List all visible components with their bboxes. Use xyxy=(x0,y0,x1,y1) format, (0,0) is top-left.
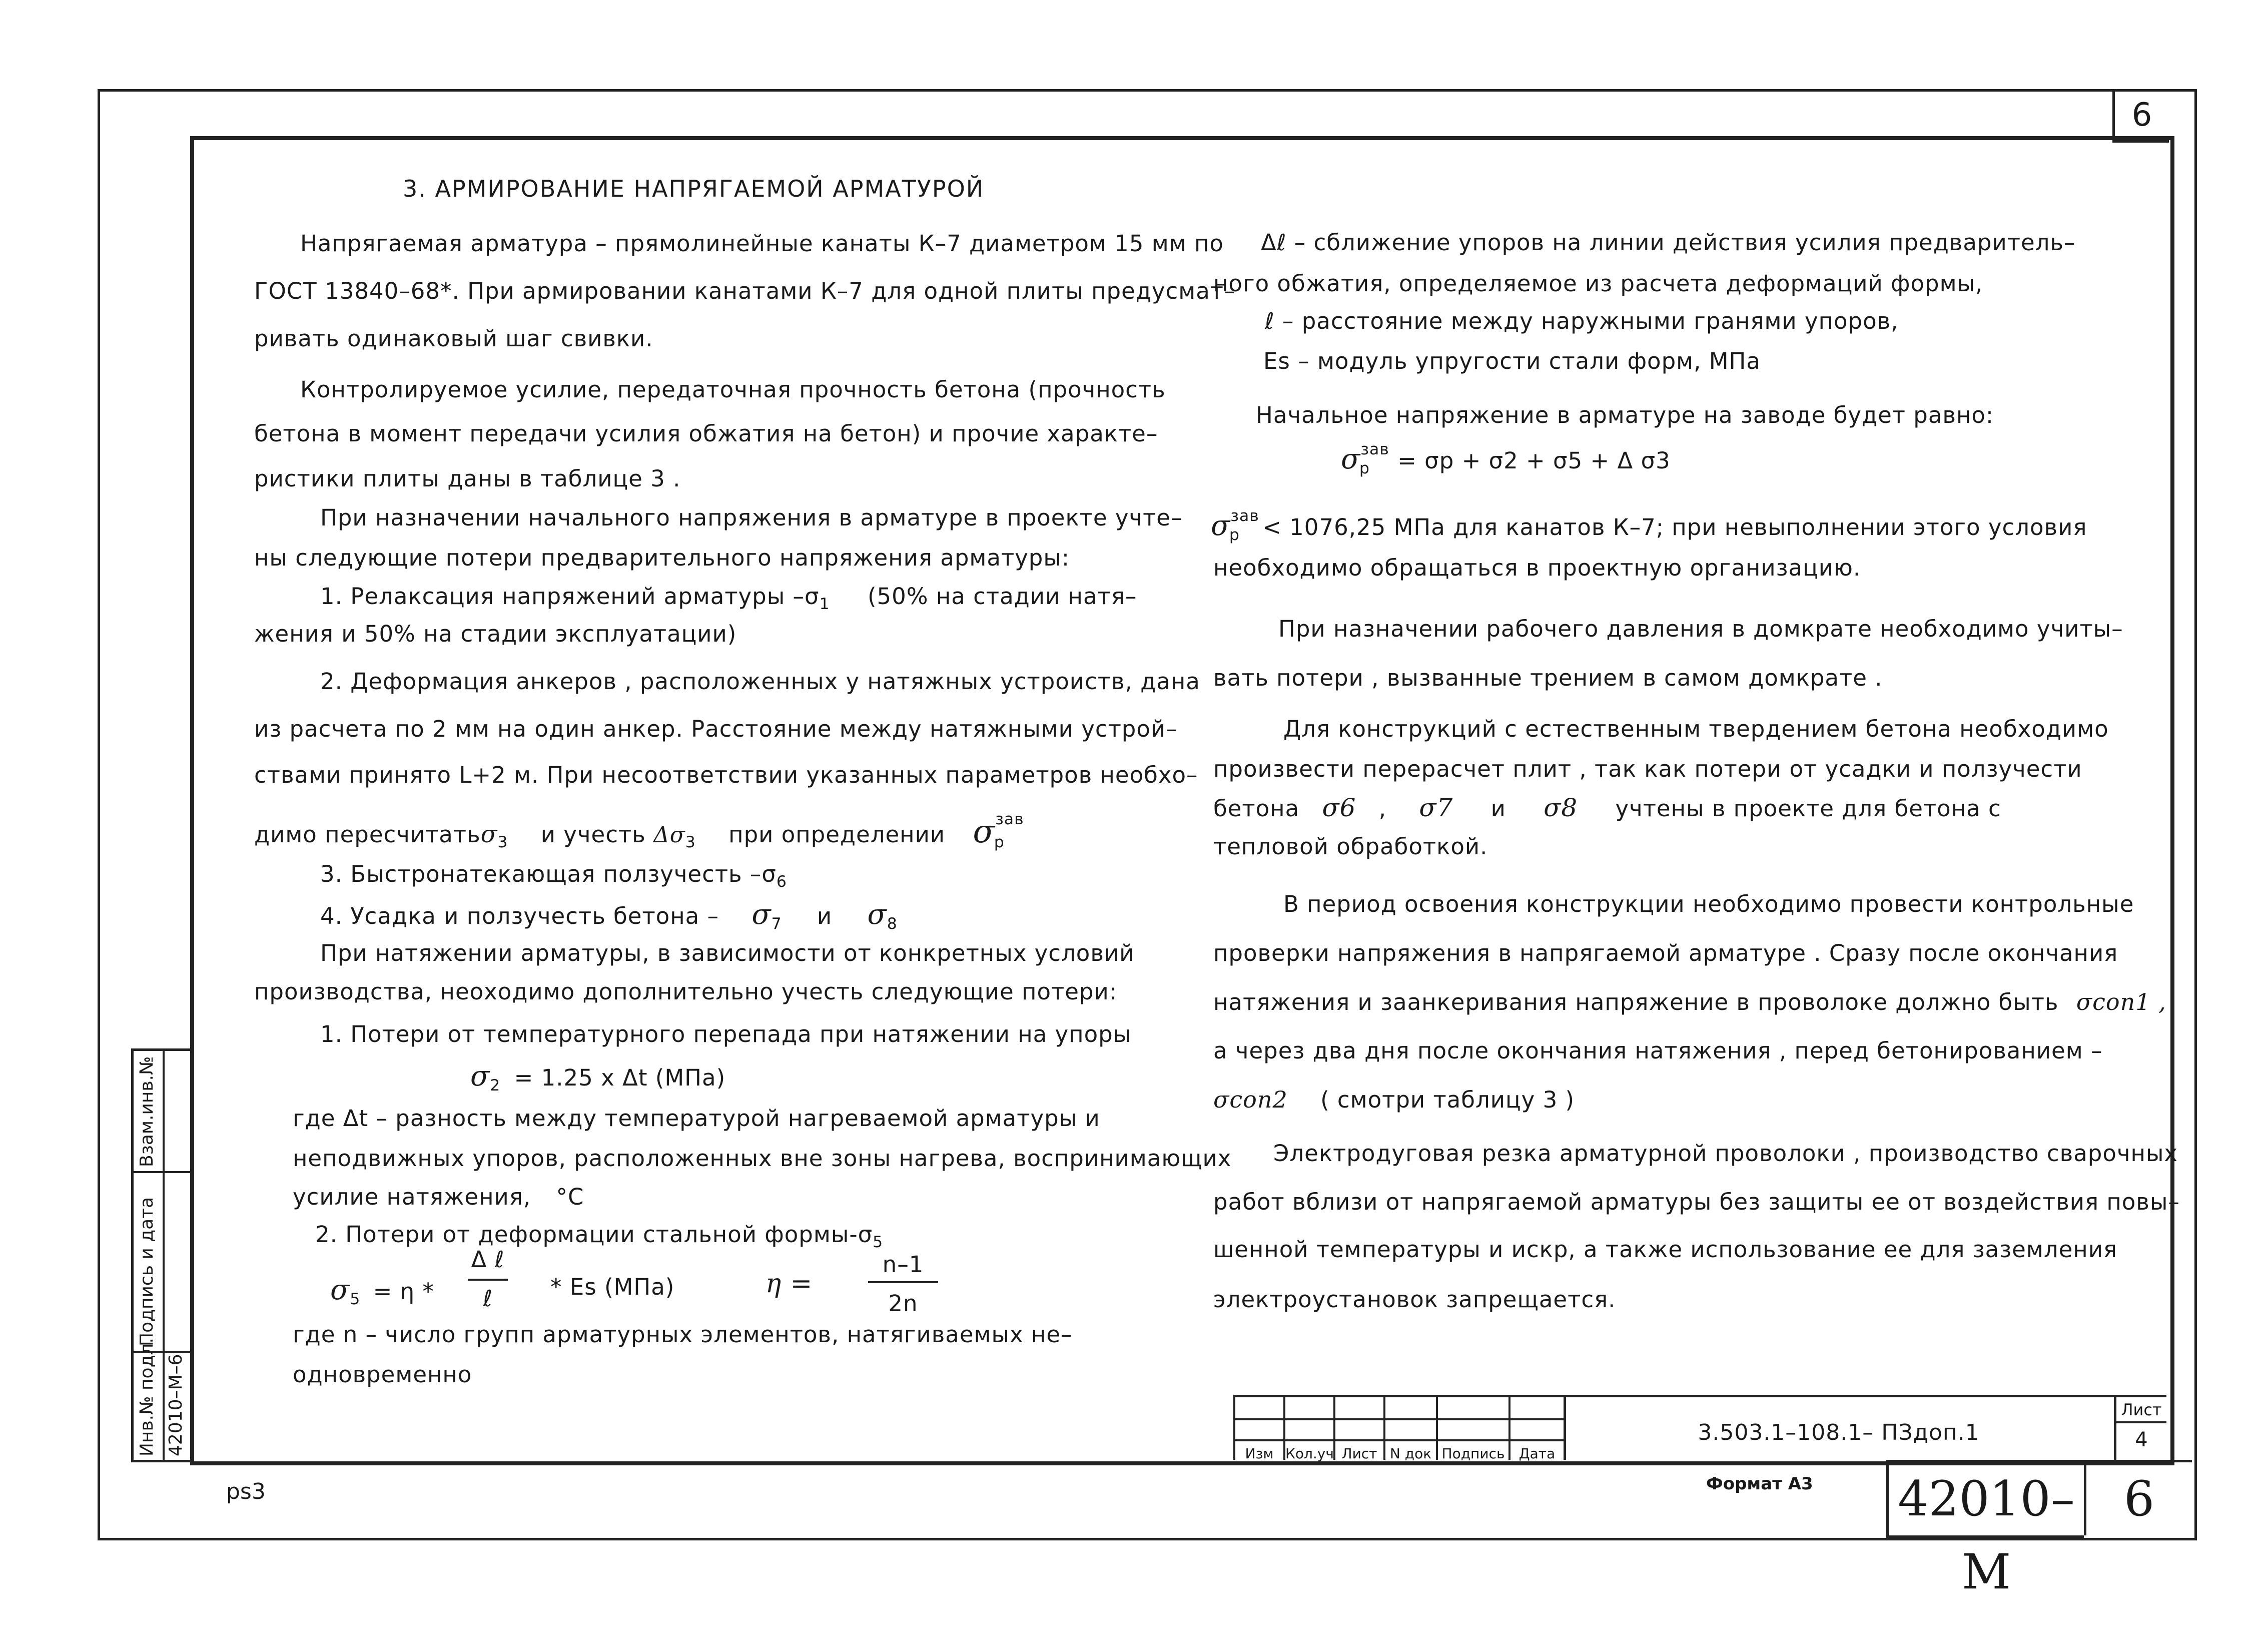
para4-line2: производства, неоходимо дополнительно учесть следующие потери: xyxy=(254,978,1117,1005)
loss1-title: 1. Потери от температурного перепада при натяжении на упоры xyxy=(320,1021,1132,1047)
para3-line2: ны следующие потери предварительного напряжения арматуры: xyxy=(254,545,1070,571)
condition-text: < 1076,25 МПа для канатов К–7; при невыполнении этого условия xyxy=(1262,514,2087,540)
para1-line1: Напрягаемая арматура – прямолинейные канаты К–7 диаметром 15 мм по xyxy=(300,230,1224,257)
loss2-text: 2. Потери от деформации стальной формы-σ xyxy=(315,1221,873,1248)
formula-fraction-bar xyxy=(468,1279,508,1281)
where1-unit: °С xyxy=(556,1184,584,1210)
dsigma3-symbol: Δσ xyxy=(653,822,685,848)
item4-sigma7: σ xyxy=(751,898,772,931)
item4-and: и xyxy=(817,903,833,929)
tb-doc-code: 3.503.1–108.1– ПЗдоп.1 xyxy=(1698,1420,1980,1445)
welding-para-line4: электроустановок запрещается. xyxy=(1213,1286,1616,1313)
jack-para-line2: вать потери , вызванные трением в самом домкрате . xyxy=(1213,665,1883,691)
control-para-line2: проверки напряжения в напрягаемой арматуре . Сразу после окончания xyxy=(1213,940,2118,966)
curing-sigma8: σ8 xyxy=(1544,793,1578,822)
item2-line3: ствами принято L+2 м. При несоответствии указанных параметров необхо– xyxy=(254,762,1198,788)
item2-l4a: димо пересчитать xyxy=(254,821,481,848)
formula-eta-bar xyxy=(868,1281,938,1283)
control-para-line1: В период освоения конструкции необходимо провести контрольные xyxy=(1283,891,2134,917)
control-para-line4: а через два дня после окончания натяжения , перед бетонированием – xyxy=(1213,1037,2103,1064)
formula-sigma2-symbol: σ xyxy=(470,1060,490,1093)
control-scon2: σcon2 xyxy=(1213,1086,1288,1113)
tb-label-list: Лист xyxy=(1341,1445,1377,1462)
formula-sigma-zav-sup: зав xyxy=(1360,440,1389,458)
welding-para-line1: Электродуговая резка арматурной проволоки , производство сварочных xyxy=(1273,1140,2178,1167)
tb-label-ndok: N док xyxy=(1389,1445,1432,1462)
item1-line2: жения и 50% на стадии эксплуатации) xyxy=(254,621,737,647)
where2-line2: одновременно xyxy=(293,1361,472,1388)
control-l5-text: ( смотри таблицу 3 ) xyxy=(1320,1087,1575,1113)
item3 xyxy=(320,861,787,891)
footer-ps: ps3 xyxy=(226,1479,266,1504)
where2-line1: где n – число групп арматурных элементов, натягиваемых не– xyxy=(293,1321,1073,1348)
sigma-zav-symbol: σ xyxy=(973,813,996,850)
formula-sigma2-rest: = 1.25 x Δt (МПа) xyxy=(514,1064,726,1091)
tb-label-kolich: Кол.уч xyxy=(1285,1445,1334,1462)
where1-l3-text: усилие натяжения, xyxy=(293,1184,531,1210)
formula-fraction-den: ℓ xyxy=(483,1285,493,1312)
side-vzam: Взам.инв.№ xyxy=(137,1056,157,1167)
curing-l3-a: бетона xyxy=(1213,795,1300,822)
sigma-zav-sub: р xyxy=(994,833,1005,851)
item4-sub7: 7 xyxy=(771,915,782,933)
side-inv-podl: Инв.№ подл. xyxy=(137,1338,157,1456)
curing-para-line4: тепловой обработкой. xyxy=(1213,833,1488,860)
para2-line2: бетона в момент передачи усилия обжатия на бетон) и прочие характе– xyxy=(254,420,1158,447)
footer-page: 6 xyxy=(2084,1460,2192,1535)
para4-line1: При натяжении арматуры, в зависимости от конкретных условий xyxy=(320,940,1135,966)
formula-sigma5-sub: 5 xyxy=(350,1290,361,1308)
control-l3-text: натяжения и заанкеривания напряжение в проволоке должно быть xyxy=(1213,989,2059,1015)
section-title: 3. АРМИРОВАНИЕ НАПРЯГАЕМОЙ АРМАТУРОЙ xyxy=(403,175,985,202)
para3-line1: При назначении начального напряжения в арматуре в проекте учте– xyxy=(320,504,1183,531)
formula-sigma2 xyxy=(470,1060,725,1095)
formula-sigma5-symbol: σ xyxy=(330,1274,350,1306)
curing-para-line3: бетона σ6 , σ7 и σ8 учтены в проекте для бетона с xyxy=(1213,793,2001,822)
item1-line1 xyxy=(320,583,1137,613)
tb-list-value: 4 xyxy=(2135,1428,2148,1451)
item2-l4b: и учесть xyxy=(540,821,646,848)
item4-sigma8: σ xyxy=(867,898,887,931)
tb-label-data: Дата xyxy=(1519,1445,1556,1462)
formula-fraction-num: Δ ℓ xyxy=(471,1246,505,1273)
item1-rest: (50% на стадии натя– xyxy=(867,583,1137,610)
where1-line2: неподвижных упоров, расположенных вне зоны нагрева, воспринимающих xyxy=(293,1145,1232,1172)
where1-line1: где Δt – разность между температурой нагреваемой арматуры и xyxy=(293,1105,1100,1132)
item4-text: 4. Усадка и ползучесть бетона – xyxy=(320,903,719,929)
jack-para-line1: При назначении рабочего давления в домкрате необходимо учиты– xyxy=(1278,616,2123,642)
formula-eta-num: n–1 xyxy=(882,1251,924,1278)
curing-sigma6: σ6 xyxy=(1322,793,1356,822)
curing-l3-b: учтены в проекте для бетона с xyxy=(1615,795,2001,822)
dsigma3-sub: 3 xyxy=(685,833,696,851)
item1-sub: 1 xyxy=(819,595,830,613)
formula-sigma-zav-symbol: σ xyxy=(1341,443,1361,475)
formula-sigma-zav-sub: р xyxy=(1359,459,1370,477)
formula-sigma5-eq: = η * xyxy=(373,1278,434,1305)
loss2-sub: 5 xyxy=(873,1233,884,1251)
formula-eta-den: 2n xyxy=(888,1290,918,1317)
para1-line2: ГОСТ 13840–68*. При армировании канатами К–7 для одной плиты предусмат– xyxy=(254,278,1236,304)
item2-line4 xyxy=(254,810,1035,851)
where1-line3 xyxy=(293,1184,584,1210)
welding-para-line3: шенной температуры и искр, а также использование ее для заземления xyxy=(1213,1236,2118,1263)
curing-and: и xyxy=(1490,795,1506,822)
item2-line1: 2. Деформация анкеров , расположенных у натяжных устроиств, дана xyxy=(320,668,1200,695)
welding-para-line2: работ вблизи от напрягаемой арматуры без защиты ее от воздействия повы– xyxy=(1213,1189,2180,1215)
footer-album: 42010–М xyxy=(1886,1460,2084,1538)
curing-para-line1: Для конструкций с естественным твердением бетона необходимо xyxy=(1283,716,2109,742)
formula-sigma2-sub: 2 xyxy=(490,1076,501,1095)
para2-line3: ристики плиты даны в таблице 3 . xyxy=(254,465,681,492)
item2-l4c: при определении xyxy=(728,821,946,848)
def1-line1: Δℓ – сближение упоров на линии действия усилия предваритель– xyxy=(1261,229,2076,256)
def2: ℓ – расстояние между наружными гранями упоров, xyxy=(1265,308,1899,334)
control-para-line3 xyxy=(1213,988,2166,1015)
formula-sigma5-mid: * Es (МПа) xyxy=(550,1274,675,1300)
item3-sub: 6 xyxy=(776,873,787,891)
side-podpis: Подпись и дата xyxy=(137,1197,157,1346)
tb-label-izm: Изм xyxy=(1245,1445,1274,1462)
item2-line2: из расчета по 2 мм на один анкер. Расстояние между натяжными устрой– xyxy=(254,716,1178,742)
tb-label-podpis: Подпись xyxy=(1441,1445,1505,1462)
sigma-zav-sup: зав xyxy=(995,810,1024,828)
side-inv-value: 42010–М–6 xyxy=(166,1354,186,1456)
initial-stress-line: Начальное напряжение в арматуре на заводе будет равно: xyxy=(1256,402,1994,428)
control-para-line5 xyxy=(1213,1086,1575,1113)
formula-sigma5-lhs xyxy=(330,1274,434,1308)
curing-para-line2: произвести перерасчет плит , так как потери от усадки и ползучести xyxy=(1213,756,2082,782)
condition-sigma: σ xyxy=(1211,509,1231,542)
side-stamp xyxy=(131,1048,193,1462)
sigma3-sub: 3 xyxy=(497,833,508,851)
formula-eta: η = xyxy=(766,1269,813,1299)
def3: Es – модуль упругости стали форм, МПа xyxy=(1263,348,1761,374)
para2-line1: Контролируемое усилие, передаточная прочность бетона (прочность xyxy=(300,376,1166,403)
curing-sigma7: σ7 xyxy=(1419,793,1453,822)
title-block xyxy=(1233,1395,2166,1460)
tb-list-label: Лист xyxy=(2121,1400,2162,1419)
condition-sub: р xyxy=(1229,526,1240,544)
def1-line2: ного обжатия, определяемое из расчета деформаций формы, xyxy=(1213,270,1983,297)
condition-line2: необходимо обращаться в проектную организацию. xyxy=(1213,555,1861,581)
sheet-corner-number: 6 xyxy=(2112,90,2169,143)
item4 xyxy=(320,898,898,933)
loss2-title xyxy=(315,1221,883,1251)
para1-line3: ривать одинаковый шаг свивки. xyxy=(254,325,653,352)
sigma3-symbol: σ xyxy=(480,820,498,848)
footer-format: Формат А3 xyxy=(1706,1474,1813,1494)
item3-text: 3. Быстронатекающая ползучесть –σ xyxy=(320,861,777,887)
item1-text: 1. Релаксация напряжений арматуры –σ xyxy=(320,583,820,610)
formula-sigma-zav-rest: = σр + σ2 + σ5 + Δ σ3 xyxy=(1397,447,1671,474)
condition-line1 xyxy=(1211,509,2087,544)
condition-sup: зав xyxy=(1230,507,1259,525)
item4-sub8: 8 xyxy=(887,915,898,933)
formula-sigma-zav xyxy=(1341,440,1671,477)
control-scon1: σcon1 , xyxy=(2076,988,2166,1015)
